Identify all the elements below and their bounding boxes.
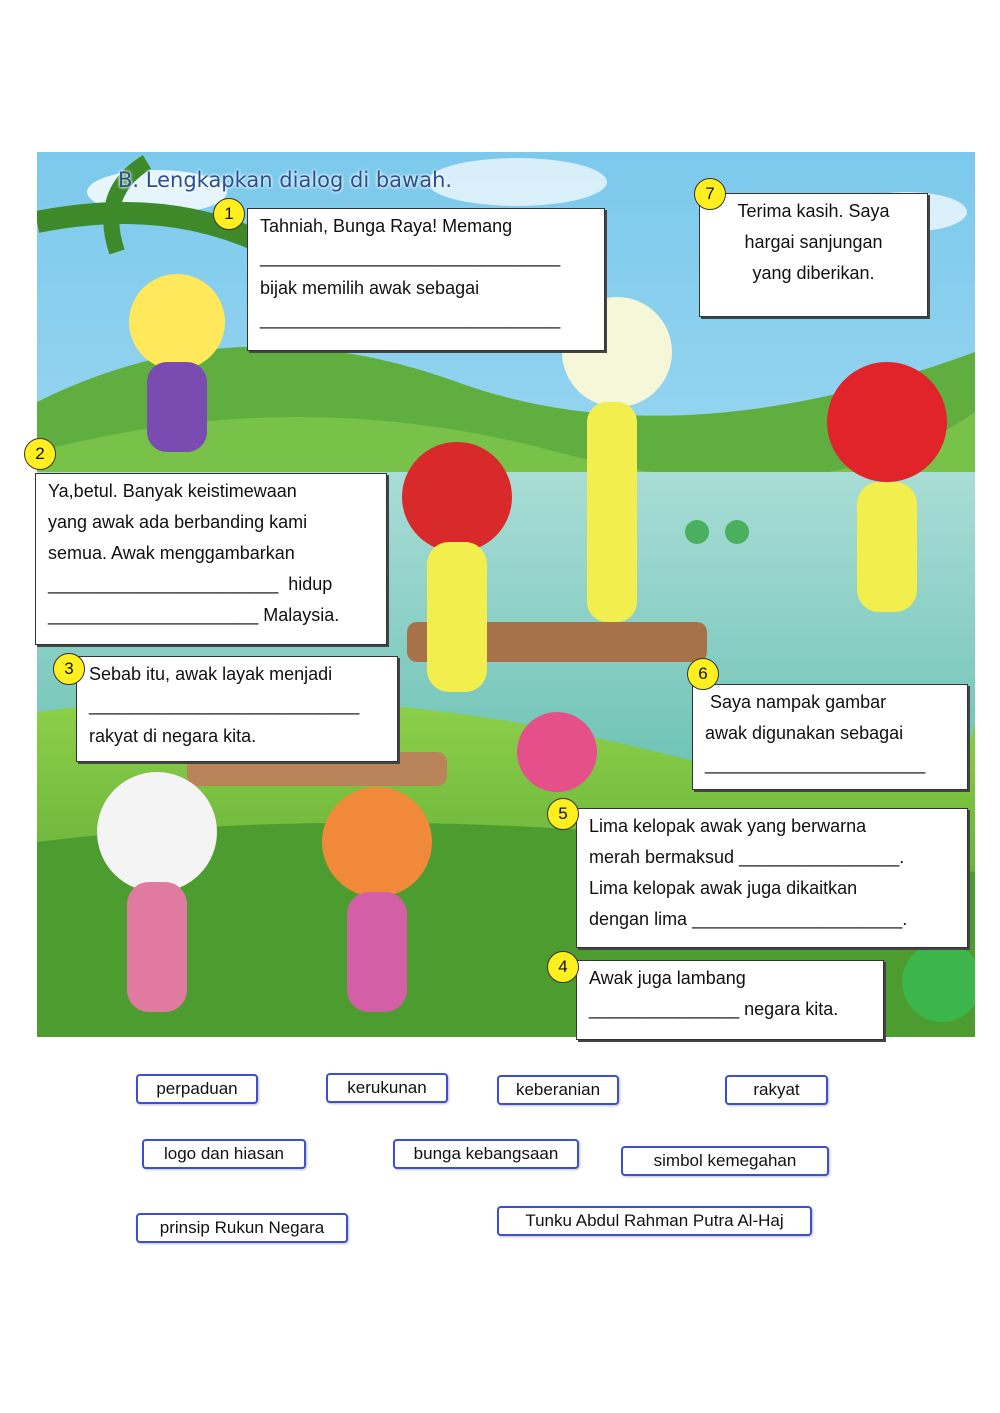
dialog-2-line-4: _______________________ hidup (48, 574, 333, 594)
dialog-number-5: 5 (547, 798, 579, 830)
dialog-7-line-3: yang diberikan. (752, 263, 875, 283)
dialog-6-line-3: ______________________ (705, 754, 926, 774)
dialog-2-line-5: _____________________ Malaysia. (48, 605, 340, 625)
dialog-7-line-2: hargai sanjungan (744, 232, 883, 252)
dialog-box-6 (692, 684, 968, 790)
dialog-number-4: 4 (547, 951, 579, 983)
answer-chip-simbol-kemegahan[interactable]: simbol kemegahan (621, 1146, 829, 1176)
dialog-3-line-2: ___________________________ (89, 695, 360, 715)
dialog-box-4 (576, 960, 884, 1040)
dialog-5-line-4: dengan lima _____________________. (589, 909, 908, 929)
dialog-1-line-4: ______________________________ (260, 309, 561, 329)
dialog-6-line-2: awak digunakan sebagai (705, 723, 904, 743)
dialog-2-line-1: Ya,betul. Banyak keistimewaan (48, 481, 297, 501)
answer-chip-bunga-kebangsaan[interactable]: bunga kebangsaan (393, 1139, 579, 1169)
dialog-1-line-3: bijak memilih awak sebagai (260, 278, 480, 298)
dialog-1-line-2: ______________________________ (260, 247, 561, 267)
dialog-number-1: 1 (213, 198, 245, 230)
dialog-5-line-1: Lima kelopak awak yang berwarna (589, 816, 867, 836)
dialog-5-line-3: Lima kelopak awak juga dikaitkan (589, 878, 858, 898)
dialog-box-2 (35, 473, 387, 645)
dialog-4-line-2: _______________ negara kita. (589, 999, 839, 1019)
answer-chip-prinsip-rukun-negara[interactable]: prinsip Rukun Negara (136, 1213, 348, 1243)
answer-chip-tunku-abdul-rahman[interactable]: Tunku Abdul Rahman Putra Al-Haj (497, 1206, 812, 1236)
dialog-box-5 (576, 808, 968, 948)
dialog-6-line-1: Saya nampak gambar (705, 692, 887, 712)
answer-chip-keberanian[interactable]: keberanian (497, 1075, 619, 1105)
dialog-number-3: 3 (53, 653, 85, 685)
dialog-box-7 (699, 193, 928, 317)
dialog-number-2: 2 (24, 438, 56, 470)
dialog-7-line-1: Terima kasih. Saya (737, 201, 890, 221)
dialog-3-line-1: Sebab itu, awak layak menjadi (89, 664, 333, 684)
answer-chip-kerukunan[interactable]: kerukunan (326, 1073, 448, 1103)
dialog-number-6: 6 (687, 658, 719, 690)
page-title: B. Lengkapkan dialog di bawah. (118, 168, 453, 192)
dialog-3-line-3: rakyat di negara kita. (89, 726, 257, 746)
dialog-2-line-2: yang awak ada berbanding kami (48, 512, 308, 532)
dialog-5-line-2: merah bermaksud ________________. (589, 847, 905, 867)
dialog-number-7: 7 (694, 178, 726, 210)
answer-chip-rakyat[interactable]: rakyat (725, 1075, 828, 1105)
dialog-box-1 (247, 208, 605, 351)
answer-chip-perpaduan[interactable]: perpaduan (136, 1074, 258, 1104)
answer-chip-logo-dan-hiasan[interactable]: logo dan hiasan (142, 1139, 306, 1169)
dialog-1-line-1: Tahniah, Bunga Raya! Memang (260, 216, 513, 236)
dialog-2-line-3: semua. Awak menggambarkan (48, 543, 295, 563)
dialog-4-line-1: Awak juga lambang (589, 968, 746, 988)
dialog-box-3 (76, 656, 398, 762)
